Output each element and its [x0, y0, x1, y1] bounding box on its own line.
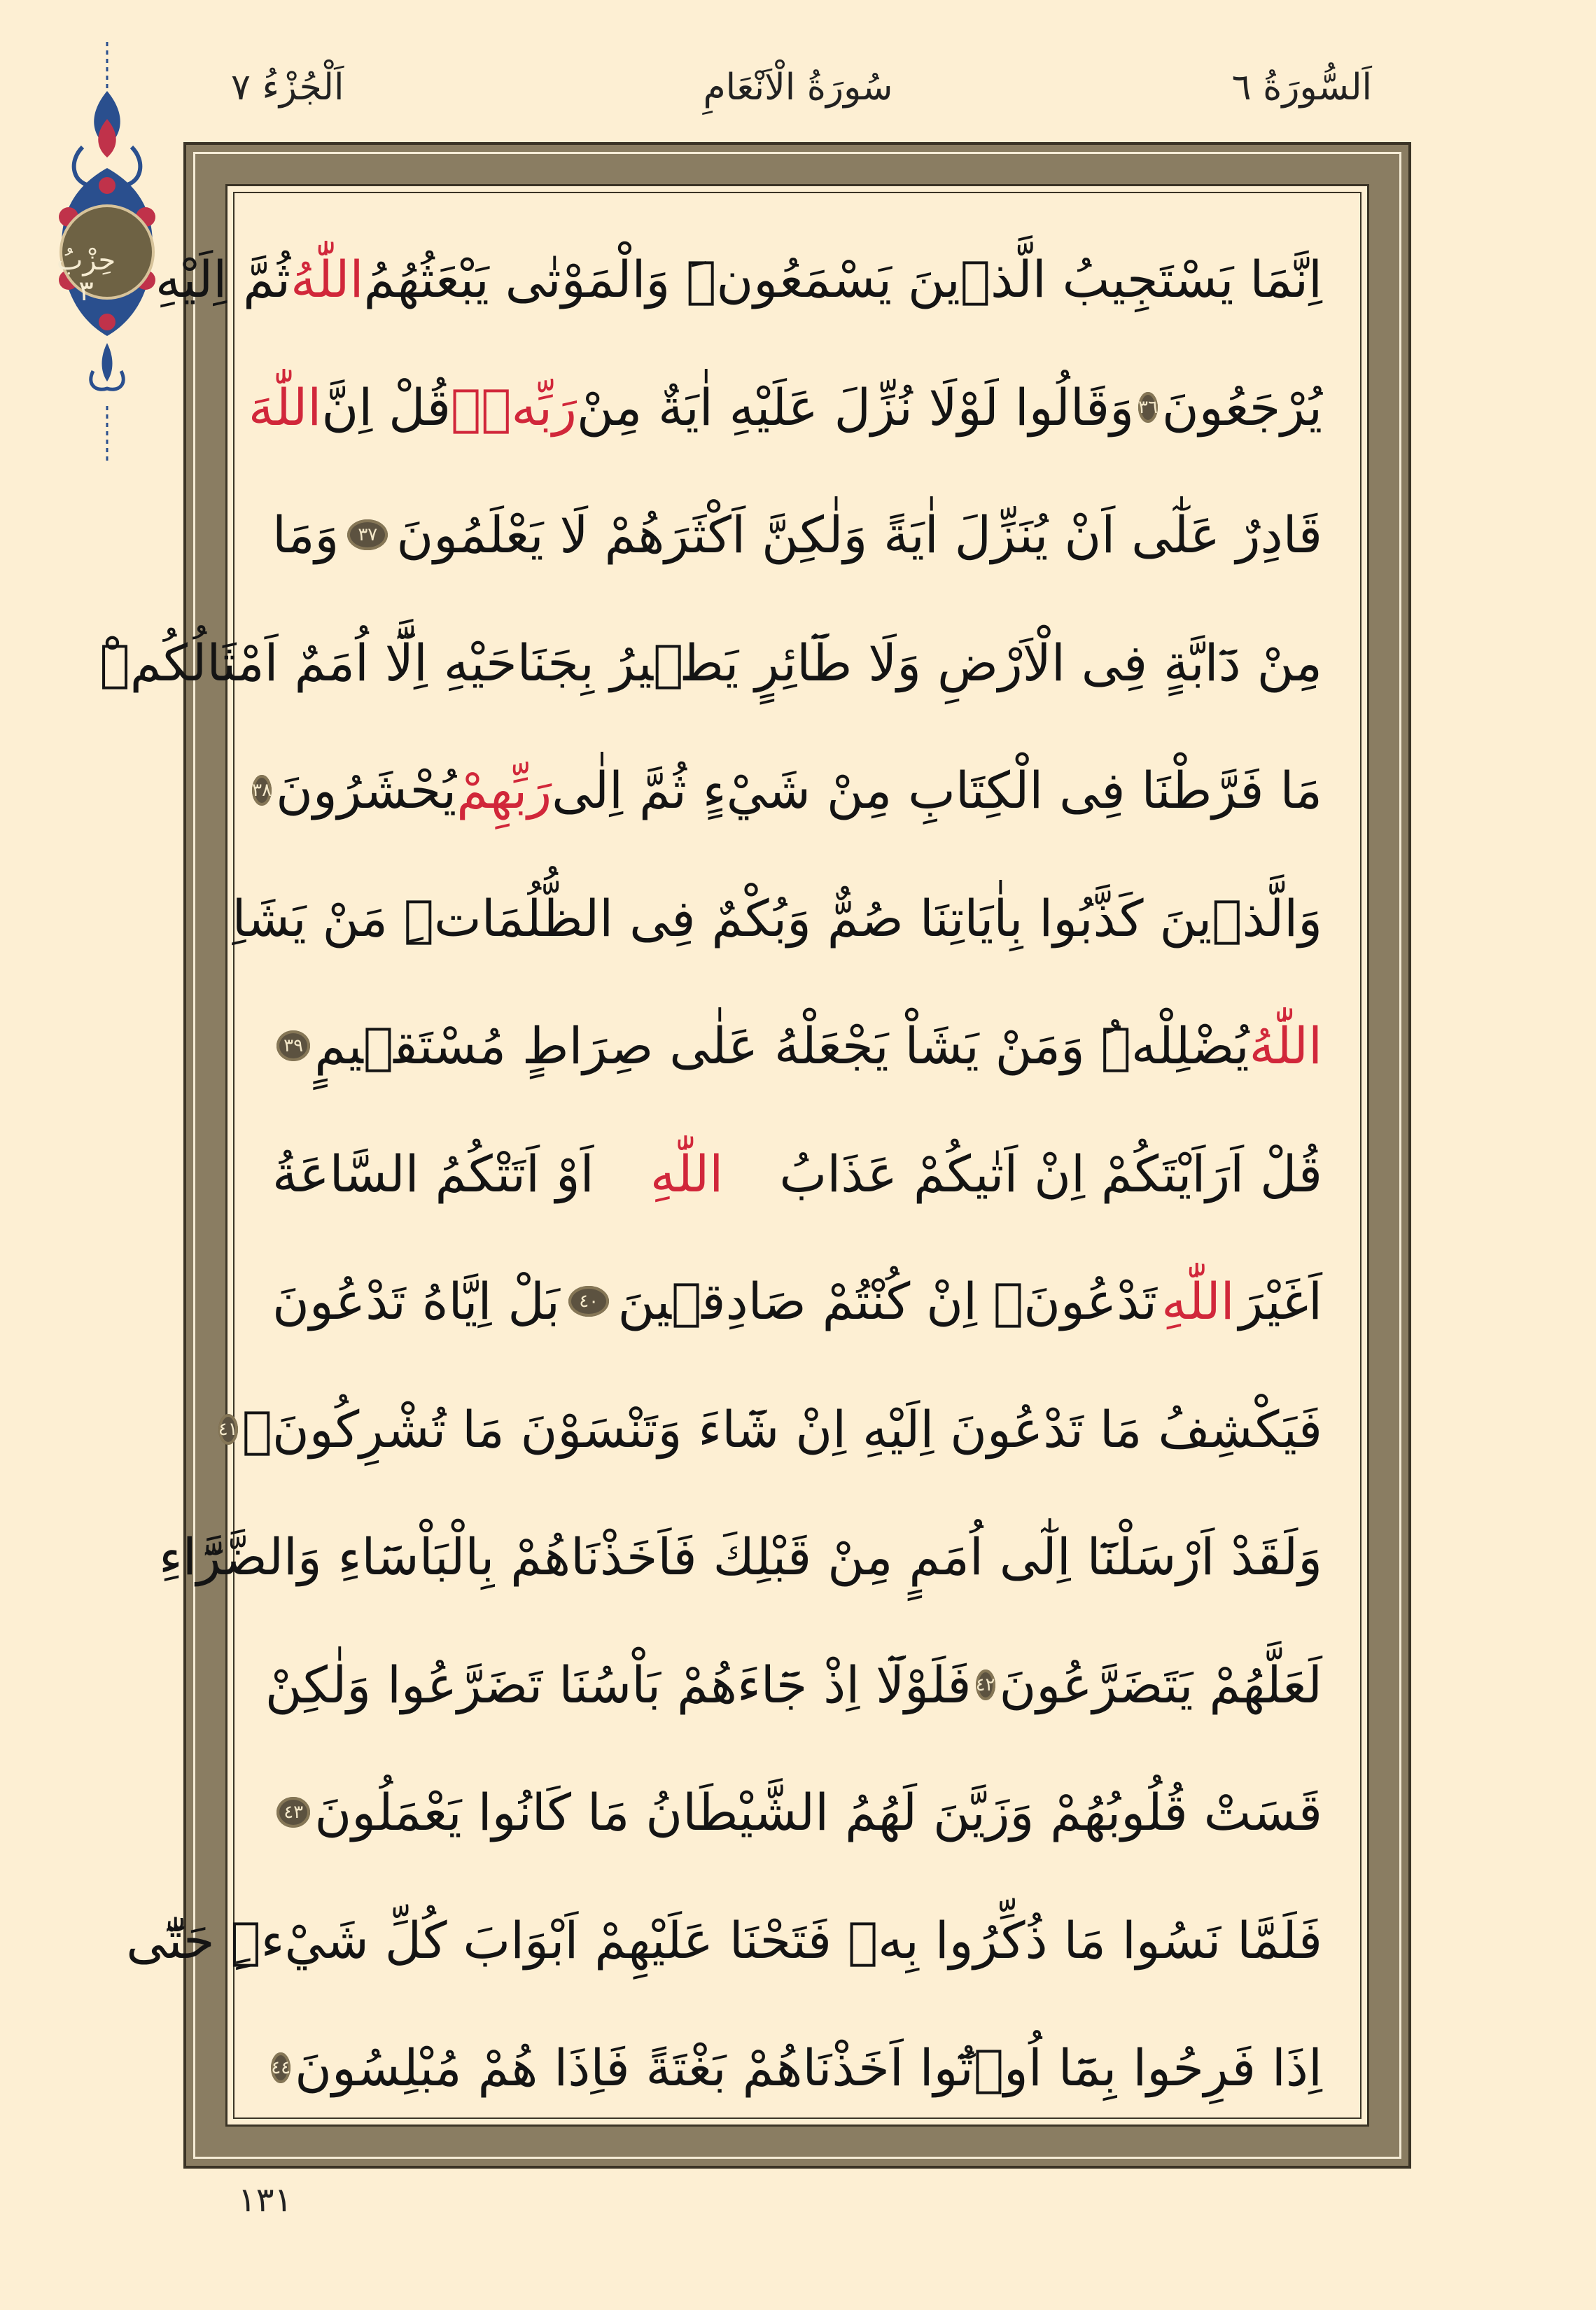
hizb-number: ٣	[78, 275, 94, 307]
divine-name-text: رَبِّه۪ۜ	[451, 377, 577, 437]
verse-text: اَوْ اَتَتْكُمُ السَّاعَةُ	[272, 1144, 594, 1203]
ayah-number-marker: ٣٧	[347, 519, 388, 550]
ayah-number-marker: ٣٩	[276, 1030, 310, 1061]
page-number: ١٣١	[238, 2180, 293, 2220]
hizb-marker-label	[48, 245, 125, 307]
quran-text	[99, 216, 1322, 2098]
verse-text: يُحْشَرُونَ	[276, 761, 457, 820]
text-line	[272, 982, 1322, 1110]
ayah-number-marker: ٣٨	[252, 775, 272, 806]
text-line	[272, 1110, 1322, 1238]
verse-text: بَلْ اِيَّاهُ تَدْعُونَ	[272, 1272, 560, 1331]
text-line	[99, 599, 1322, 727]
text-line	[126, 1877, 1322, 2005]
text-line	[248, 344, 1322, 472]
verse-text: وَلَقَدْ اَرْسَلْنَٓا اِلٰٓى اُمَمٍ مِنْ قَبْلِكَ فَاَخَذْنَاهُمْ بِالْبَاْسَٓاءِ وَالضَّرَّٓاءِ	[158, 1527, 1322, 1587]
ayah-number-marker: ٤١	[218, 1414, 238, 1445]
verse-text: وَمَا	[272, 505, 340, 565]
text-line	[252, 727, 1322, 855]
page-frame	[99, 142, 1411, 2169]
text-line	[218, 1366, 1322, 1494]
text-line	[272, 1238, 1322, 1366]
verse-text: قُلْ اَرَاَيْتَكُمْ اِنْ اَتٰيكُمْ عَذَابُ	[779, 1144, 1322, 1203]
verse-text: فَلَمَّا نَسُوا مَا ذُكِّرُوا بِه۪ فَتَحْنَا عَلَيْهِمْ اَبْوَابَ كُلِّ شَيْءٍۜ حَتّٰٓى	[126, 1910, 1322, 1970]
surah-title: سُورَةُ الْاَنْعَامِ	[703, 66, 893, 108]
text-line	[265, 1621, 1322, 1749]
verse-text: قَسَتْ قُلُوبُهُمْ وَزَيَّنَ لَهُمُ الشَّيْطَانُ مَا كَانُوا يَعْمَلُونَ	[314, 1783, 1322, 1842]
verse-text: وَالَّذ۪ينَ كَذَّبُوا بِاٰيَاتِنَا صُمٌّ وَبُكْمٌ فِى الظُّلُمَاتِۜ مَنْ يَشَاِ	[232, 888, 1322, 948]
page-header	[182, 66, 1414, 122]
text-panel	[99, 184, 1369, 2127]
divine-name-text: اللّٰهُ	[1249, 1016, 1322, 1076]
verse-text: مَا فَرَّطْنَا فِى الْكِتَابِ مِنْ شَيْءٍ ثُمَّ اِلٰى	[552, 761, 1322, 820]
ayah-number-marker: ٣٦	[1138, 392, 1158, 423]
divine-name-text: رَبِّهِمْ	[456, 761, 552, 820]
hizb-word: حِزْبُ	[56, 244, 116, 276]
verse-text: اِذَا فَرِحُوا بِمَٓا اُو۫تُٓوا اَخَذْنَاهُمْ بَغْتَةً فَاِذَا هُمْ مُبْلِسُونَ	[295, 2038, 1322, 2098]
verse-text: لَعَلَّهُمْ يَتَضَرَّعُونَ	[999, 1655, 1322, 1714]
verse-text: فَلَوْلَٓا اِذْ جَٓاءَهُمْ بَاْسُنَا تَضَرَّعُوا وَلٰكِنْ	[265, 1655, 972, 1714]
divine-name-text: اللّٰهِ	[650, 1144, 724, 1203]
divine-name-text: اللّٰهِ	[1161, 1272, 1235, 1331]
verse-text: قُلْ اِنَّ	[321, 377, 451, 437]
text-line	[272, 471, 1322, 599]
verse-text: فَيَكْشِفُ مَا تَدْعُونَ اِلَيْهِ اِنْ شَٓاءَ وَتَنْسَوْنَ مَا تُشْرِكُونَ۟	[241, 1399, 1322, 1459]
ayah-number-marker: ٤٠	[568, 1286, 609, 1317]
ayah-number-marker: ٤٢	[976, 1670, 995, 1700]
divine-name-text: اللّٰهَ	[248, 377, 322, 437]
juz-label: اَلْجُزْءُ ٧	[231, 66, 344, 108]
verse-text: يُرْجَعُونَ	[1161, 377, 1322, 437]
verse-text: يُضْلِلْهُۜ وَمَنْ يَشَاْ يَجْعَلْهُ عَلٰى صِرَاطٍ مُسْتَق۪يمٍ	[314, 1016, 1250, 1076]
text-line	[272, 1749, 1322, 1877]
ayah-number-marker: ٤٤	[271, 2052, 290, 2083]
text-line	[232, 855, 1322, 983]
text-line	[272, 2004, 1322, 2132]
verse-text: قَادِرٌ عَلٰٓى اَنْ يُنَزِّلَ اٰيَةً وَلٰكِنَّ اَكْثَرَهُمْ لَا يَعْلَمُونَ	[396, 505, 1322, 565]
text-line	[158, 1493, 1322, 1621]
verse-text: تَدْعُونَۚ اِنْ كُنْتُمْ صَادِق۪ينَ	[617, 1272, 1157, 1331]
text-line	[155, 216, 1322, 344]
ayah-number-marker: ٤٣	[276, 1797, 310, 1828]
verse-text: وَقَالُوا لَوْلَا نُزِّلَ عَلَيْهِ اٰيَةٌ مِنْ	[576, 377, 1134, 437]
divine-name-text: اللّٰهُ	[290, 250, 364, 309]
verse-text: اِنَّمَا يَسْتَجِيبُ الَّذ۪ينَ يَسْمَعُونَۜ وَالْمَوْتٰى يَبْعَثُهُمُ	[363, 250, 1322, 309]
verse-text: مِنْ دَٓابَّةٍ فِى الْاَرْضِ وَلَا طَٓائِرٍ يَط۪يرُ بِجَنَاحَيْهِ اِلَّٓا اُمَمٌ اَمْثَالُكُمْۜ	[99, 633, 1322, 692]
verse-text: اَغَيْرَ	[1238, 1272, 1322, 1331]
surah-number-label: اَلسُّورَةُ ٦	[1231, 66, 1372, 108]
verse-text: ثُمَّ اِلَيْهِ	[155, 250, 291, 309]
